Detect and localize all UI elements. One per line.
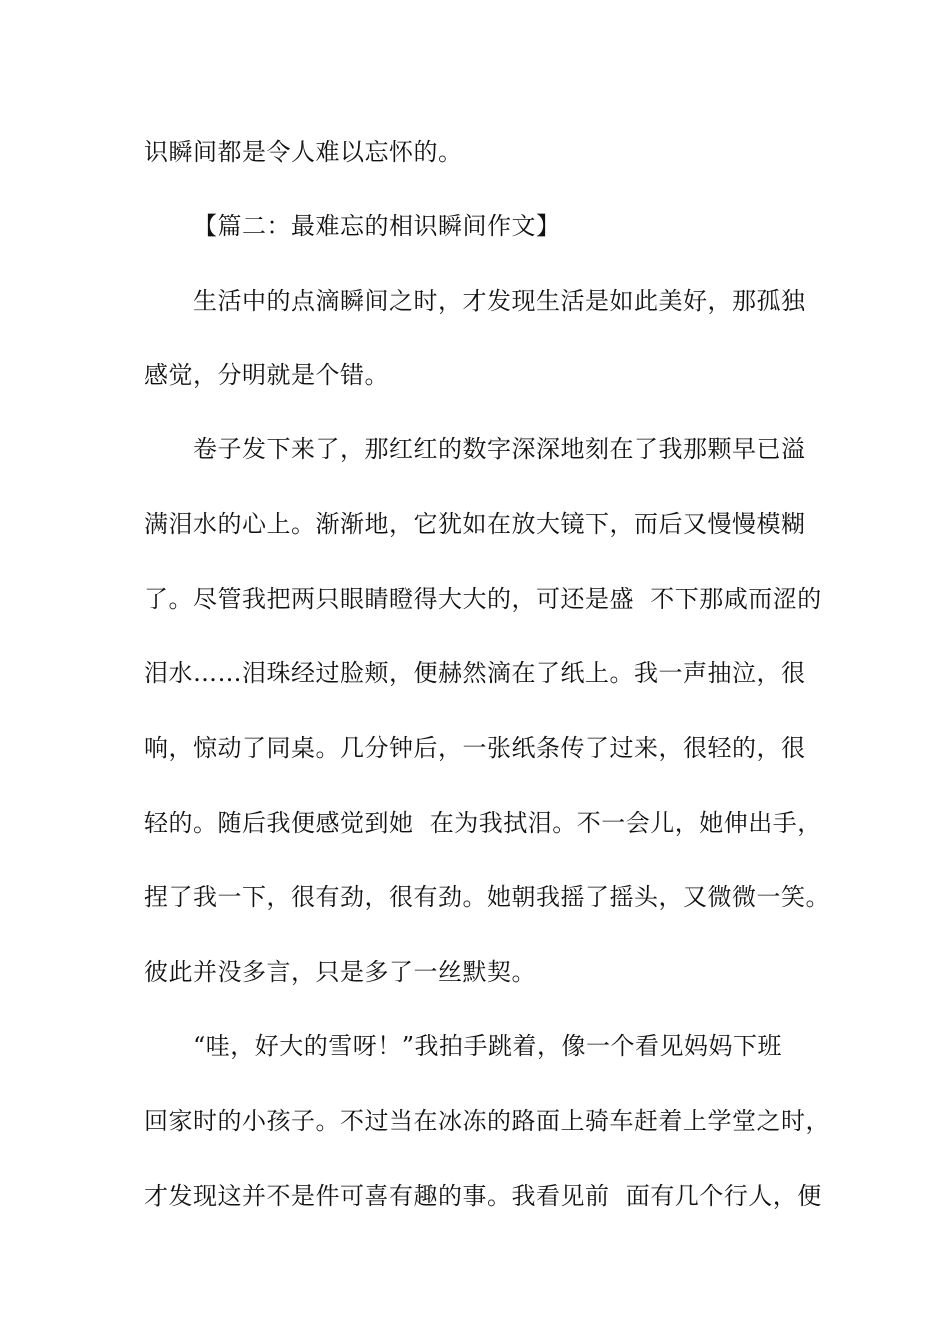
text-line: 回家时的小孩子。不过当在冰冻的路面上骑车赶着上学堂之时， bbox=[144, 1107, 830, 1135]
text-line: 响，惊动了同桌。几分钟后，一张纸条传了过来，很轻的，很 bbox=[144, 734, 806, 762]
text-line: 感觉，分明就是个错。 bbox=[144, 361, 389, 389]
text-line: 识瞬间都是令人难以忘怀的。 bbox=[144, 138, 463, 166]
text-line: 彼此并没多言，只是多了一丝默契。 bbox=[144, 958, 536, 986]
text-line: 了。尽管我把两只眼睛瞪得大大的，可还是盛 不下那咸而涩的 bbox=[144, 585, 822, 613]
text-line: “哇，好大的雪呀！”我拍手跳着，像一个看见妈妈下班 bbox=[193, 1032, 783, 1060]
text-line: 卷子发下来了，那红红的数字深深地刻在了我那颗早已溢 bbox=[193, 435, 806, 463]
text-line: 生活中的点滴瞬间之时，才发现生活是如此美好，那孤独 bbox=[193, 287, 806, 315]
text-line: 才发现这并不是件可喜有趣的事。我看见前 面有几个行人，便 bbox=[144, 1182, 822, 1210]
text-line: 轻的。随后我便感觉到她 在为我拭泪。不一会儿，她伸出手， bbox=[144, 809, 822, 837]
text-line: 满泪水的心上。渐渐地，它犹如在放大镜下，而后又慢慢模糊 bbox=[144, 510, 806, 538]
text-line: 泪水……泪珠经过脸颊，便赫然滴在了纸上。我一声抽泣，很 bbox=[144, 659, 806, 687]
text-line: 捏了我一下，很有劲，很有劲。她朝我摇了摇头，又微微一笑。 bbox=[144, 883, 830, 911]
section-heading: 【篇二：最难忘的相识瞬间作文】 bbox=[193, 212, 561, 240]
